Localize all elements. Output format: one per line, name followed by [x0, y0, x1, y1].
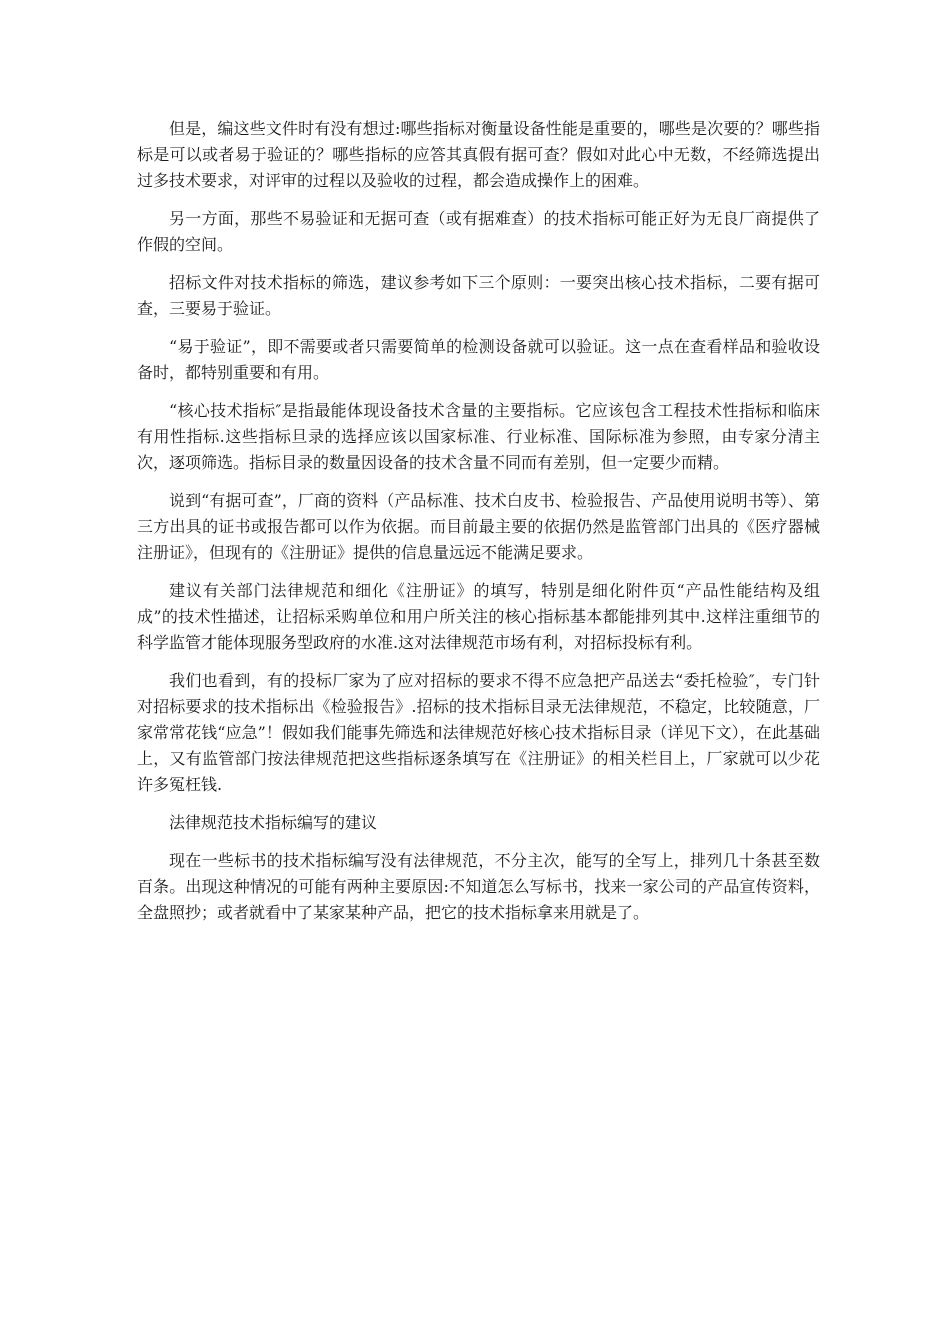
section-heading: 法律规范技术指标编写的建议: [169, 813, 378, 832]
paragraph-6: 说到“有据可查”，厂商的资料（产品标准、技术白皮书、检验报告、产品使用说明书等）、第三方出具的证书或报告都可以作为依据。而目前最主要的依据仍然是监管部门出具的《医疗器械注册证》，但现有的《注册证》提供的信息量远远不能满足要求。: [137, 491, 820, 562]
paragraph-7: 建议有关部门法律规范和细化《注册证》的填写，特别是细化附件页“产品性能结构及组成”的技术性描述，让招标采购单位和用户所关注的核心指标基本都能排列其中.这样注重细节的科学监管才能体现服务型政府的水准.这对法律规范市场有利，对招标投标有利。: [137, 581, 820, 652]
paragraph-1: 但是，编这些文件时有没有想过:哪些指标对衡量设备性能是重要的，哪些是次要的？哪些指标是可以或者易于验证的？哪些指标的应答其真假有据可查？假如对此心中无数，不经筛选提出过多技术要求，对评审的过程以及验收的过程，都会造成操作上的困难。: [137, 119, 820, 190]
paragraph-3: 招标文件对技术指标的筛选，建议参考如下三个原则：一要突出核心技术指标，二要有据可查，三要易于验证。: [137, 273, 820, 318]
paragraph-2: 另一方面，那些不易验证和无据可查（或有据难查）的技术指标可能正好为无良厂商提供了作假的空间。: [137, 209, 820, 254]
paragraph-8: 我们也看到，有的投标厂家为了应对招标的要求不得不应急把产品送去“委托检验″，专门针对招标要求的技术指标出《检验报告》.招标的技术指标目录无法律规范，不稳定，比较随意，厂家常常花钱“应急”！假如我们能事先筛选和法律规范好核心技术指标目录（详见下文），在此基础上，又有监管部门按法律规范把这些指标逐条填写在《注册证》的相关栏目上，厂家就可以少花许多冤枉钱.: [137, 671, 820, 794]
document-page: [137, 116, 820, 938]
paragraph-9: 现在一些标书的技术指标编写没有法律规范，不分主次，能写的全写上，排列几十条甚至数百条。出现这种情况的可能有两种主要原因:不知道怎么写标书，找来一家公司的产品宣传资料，全盘照抄；或者就看中了某家某种产品，把它的技术指标拿来用就是了。: [137, 851, 820, 922]
paragraph-4: “易于验证”，即不需要或者只需要简单的检测设备就可以验证。这一点在查看样品和验收设备时，都特别重要和有用。: [137, 337, 820, 382]
paragraph-5: “核心技术指标″是指最能体现设备技术含量的主要指标。它应该包含工程技术性指标和临床有用性指标.这些指标旦录的选择应该以国家标准、行业标准、国际标准为参照，由专家分清主次，逐项筛选。指标目录的数量因设备的技术含量不同而有差别，但一定要少而精。: [137, 401, 820, 472]
